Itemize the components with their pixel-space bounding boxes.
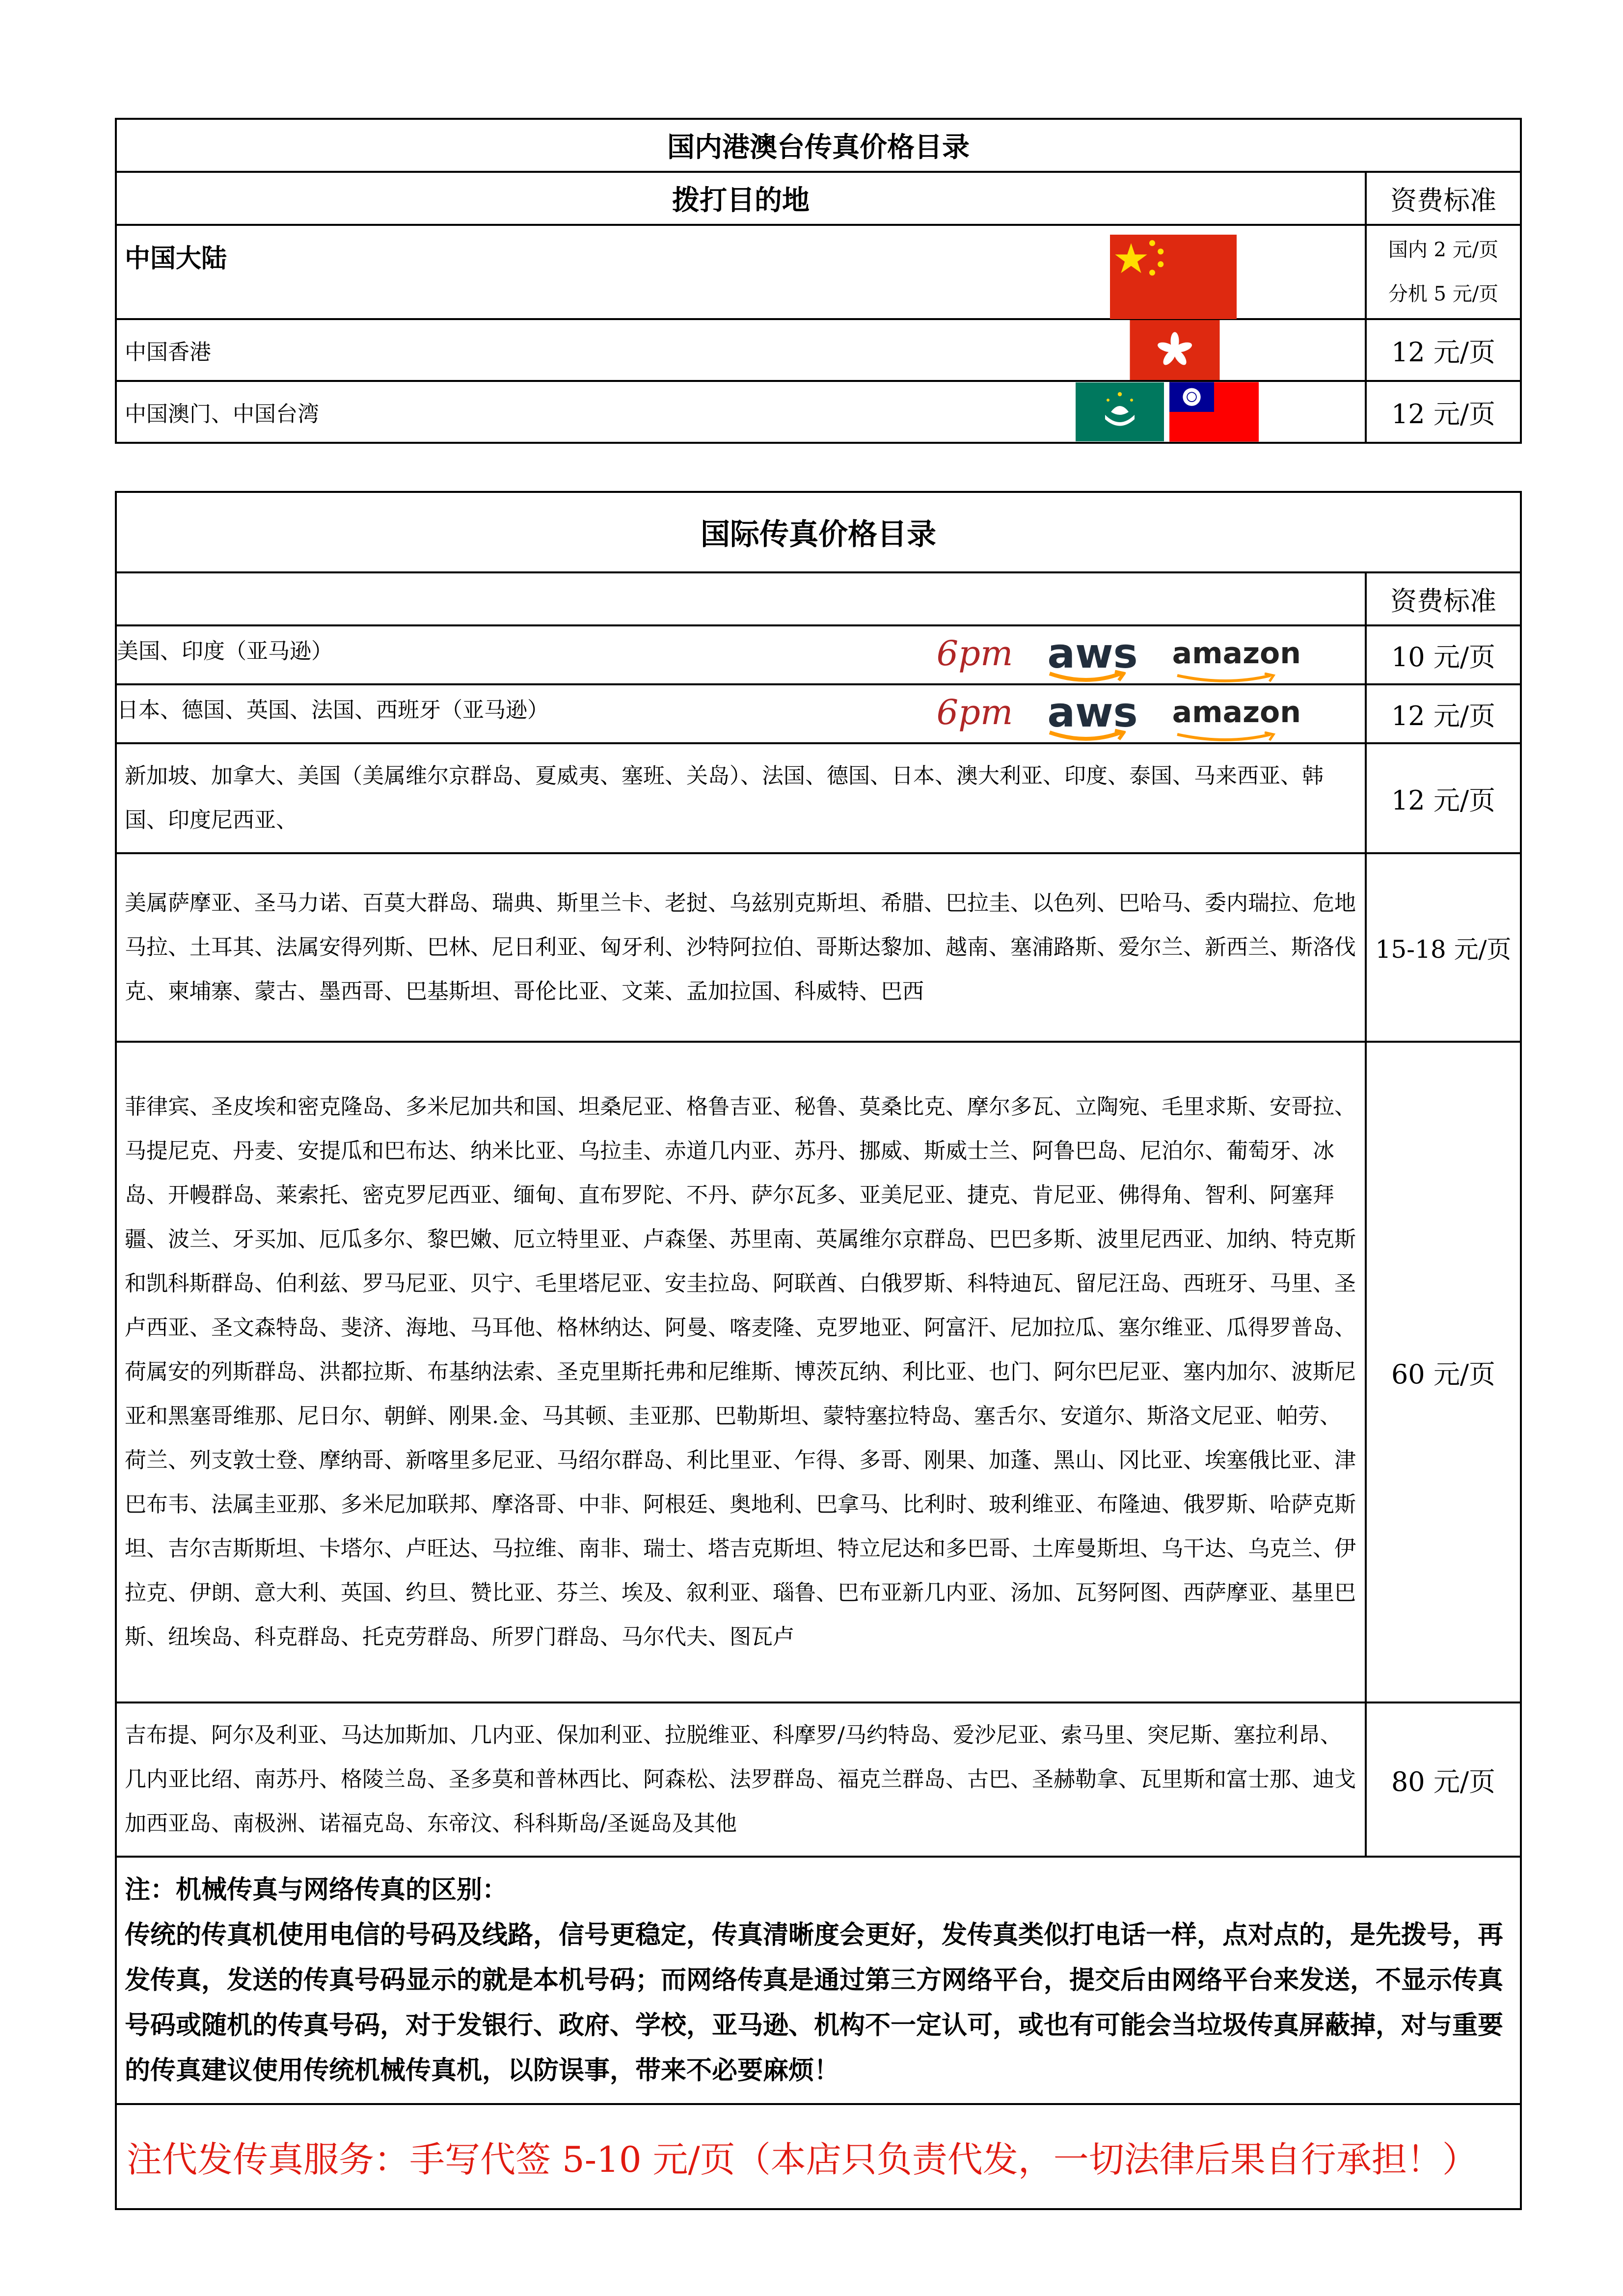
- note-body: 传统的传真机使用电信的号码及线路，信号更稳定，传真清晰度会更好，发传真类似打电话一样，点对点的，是先拨号，再发传真，发送的传真号码显示的就是本机号码；而网络传真是通过第三方网络平台，提交后由网络平台来发送，不显示传真号码或随机的传真号码，对于发银行、政府、学校，亚马逊、机构不一定认可，或也有可能会当垃圾传真屏蔽掉，对与重要的传真建议使用传统机械传真机，以防误事，带来不必要麻烦！: [125, 1920, 1504, 2085]
- fee-extension: 分机 5 元/页: [1388, 283, 1499, 305]
- fee-tier-15-18: 15-18 元/页: [1366, 853, 1521, 1042]
- aws-logo: [1047, 688, 1138, 736]
- brand-logos: [936, 688, 1301, 736]
- row-tier-12: 新加坡、加拿大、美国（美属维尔京群岛、夏威夷、塞班、关岛）、法国、德国、日本、澳大利亚、印度、泰国、马来西亚、韩国、印度尼西亚、: [116, 743, 1366, 853]
- destination-label: 中国香港: [125, 340, 211, 365]
- china-flag-icon: [1107, 235, 1240, 319]
- header-fee: 资费标准: [1366, 172, 1521, 225]
- aws-smile-icon: [1047, 729, 1126, 746]
- domestic-table-title: 国内港澳台传真价格目录: [116, 119, 1521, 172]
- fee-hong-kong: 12 元/页: [1366, 319, 1521, 381]
- fee-tier-80: 80 元/页: [1366, 1702, 1521, 1857]
- row-tier-60: 菲律宾、圣皮埃和密克隆岛、多米尼加共和国、坦桑尼亚、格鲁吉亚、秘鲁、莫桑比克、摩尔多瓦、立陶宛、毛里求斯、安哥拉、马提尼克、丹麦、安提瓜和巴布达、纳米比亚、乌拉圭、赤道几内亚、苏丹、挪威、斯威士兰、阿鲁巴岛、尼泊尔、葡萄牙、冰岛、开幔群岛、莱索托、密克罗尼西亚、缅甸、直布罗陀、不丹、萨尔瓦多、亚美尼亚、捷克、肯尼亚、佛得角、智利、阿塞拜疆、波兰、牙买加、厄瓜多尔、黎巴嫩、厄立特里亚、卢森堡、苏里南、英属维尔京群岛、巴巴多斯、波里尼西亚、加纳、特克斯和凯科斯群岛、伯利兹、罗马尼亚、贝宁、毛里塔尼亚、安圭拉岛、阿联酋、白俄罗斯、科特迪瓦、留尼汪岛、西班牙、马里、圣卢西亚、圣文森特岛、斐济、海地、马耳他、格林纳达、阿曼、喀麦隆、克罗地亚、阿富汗、尼加拉瓜、塞尔维亚、瓜得罗普岛、荷属安的列斯群岛、洪都拉斯、布基纳法索、圣克里斯托弗和尼维斯、博茨瓦纳、利比亚、也门、阿尔巴尼亚、塞内加尔、波斯尼亚和黑塞哥维那、尼日尔、朝鲜、刚果.金、马其顿、圭亚那、巴勒斯坦、蒙特塞拉特岛、塞舌尔、安道尔、斯洛文尼亚、帕劳、荷兰、列支敦士登、摩纳哥、新喀里多尼亚、马绍尔群岛、利比里亚、乍得、多哥、刚果、加蓬、黑山、冈比亚、埃塞俄比亚、津巴布韦、法属圭亚那、多米尼加联邦、摩洛哥、中非、阿根廷、奥地利、巴拿马、比利时、玻利维亚、布隆迪、俄罗斯、哈萨克斯坦、吉尔吉斯斯坦、卡塔尔、卢旺达、马拉维、南非、瑞士、塔吉克斯坦、特立尼达和多巴哥、土库曼斯坦、乌干达、乌克兰、伊拉克、伊朗、意大利、英国、约旦、赞比亚、芬兰、埃及、叙利亚、瑙鲁、巴布亚新几内亚、汤加、瓦努阿图、西萨摩亚、基里巴斯、纽埃岛、科克群岛、托克劳群岛、所罗门群岛、马尔代夫、图瓦卢: [116, 1042, 1366, 1702]
- brand-logos: [936, 629, 1301, 677]
- row-us-india-amazon: [116, 625, 1366, 684]
- fee-mainland: [1366, 225, 1521, 319]
- note-heading: 注：机械传真与网络传真的区别：: [125, 1875, 508, 1905]
- row-macau-taiwan: [116, 381, 1366, 443]
- hong-kong-flag-icon: [1129, 320, 1220, 380]
- international-price-table: [115, 491, 1522, 2210]
- macau-flag-icon: [1076, 382, 1164, 442]
- taiwan-flag-icon: [1169, 382, 1259, 442]
- row-tier-15-18: 美属萨摩亚、圣马力诺、百莫大群岛、瑞典、斯里兰卡、老挝、乌兹别克斯坦、希腊、巴拉圭、以色列、巴哈马、委内瑞拉、危地马拉、土耳其、法属安得列斯、巴林、尼日利亚、匈牙利、沙特阿拉伯、哥斯达黎加、越南、塞浦路斯、爱尔兰、新西兰、斯洛伐克、柬埔寨、蒙古、墨西哥、巴基斯坦、哥伦比亚、文莱、孟加拉国、科威特、巴西: [116, 853, 1366, 1042]
- aws-logo: [1047, 629, 1138, 677]
- amazon-logo: [1172, 695, 1301, 729]
- 6pm-logo: 6pm: [936, 633, 1013, 674]
- amazon-text: amazon: [1172, 695, 1301, 729]
- row-tier-80: 吉布提、阿尔及利亚、马达加斯加、几内亚、保加利亚、拉脱维亚、科摩罗/马约特岛、爱沙尼亚、索马里、突尼斯、塞拉利昂、几内亚比绍、南苏丹、格陵兰岛、圣多莫和普林西比、阿森松、法罗群岛、福克兰群岛、古巴、圣赫勒拿、瓦里斯和富士那、迪戈加西亚岛、南极洲、诺福克岛、东帝汶、科科斯岛/圣诞岛及其他: [116, 1702, 1366, 1857]
- handwriting-service-notice: 注代发传真服务：手写代签 5-10 元/页（本店只负责代发，一切法律后果自行承担！）: [116, 2104, 1521, 2209]
- fee-tier-12: 12 元/页: [1366, 743, 1521, 853]
- amazon-smile-icon: [1172, 731, 1280, 746]
- destination-label: 中国澳门、中国台湾: [125, 402, 319, 427]
- header-destination: 拨打目的地: [116, 172, 1366, 225]
- fee-us-india: 10 元/页: [1366, 625, 1521, 684]
- fee-eu-japan: 12 元/页: [1366, 684, 1521, 743]
- domestic-price-table: [115, 118, 1522, 444]
- row-mainland: [116, 225, 1366, 319]
- destination-label: 日本、德国、英国、法国、西班牙（亚马逊）: [117, 698, 549, 723]
- header-destination-empty: [116, 572, 1366, 625]
- destination-label: 美国、印度（亚马逊）: [117, 639, 333, 664]
- fee-tier-60: 60 元/页: [1366, 1042, 1521, 1702]
- fee-domestic: 国内 2 元/页: [1388, 239, 1499, 261]
- aws-text: aws: [1047, 629, 1138, 677]
- aws-text: aws: [1047, 688, 1138, 736]
- note-section: [116, 1857, 1521, 2104]
- destination-label: 中国大陆: [125, 243, 227, 273]
- fee-macau-taiwan: 12 元/页: [1366, 381, 1521, 443]
- row-eu-japan-amazon: [116, 684, 1366, 743]
- international-table-title: 国际传真价格目录: [116, 492, 1521, 572]
- row-hong-kong: [116, 319, 1366, 381]
- amazon-logo: [1172, 636, 1301, 671]
- 6pm-logo: 6pm: [936, 692, 1013, 732]
- amazon-text: amazon: [1172, 636, 1301, 671]
- header-fee: 资费标准: [1366, 572, 1521, 625]
